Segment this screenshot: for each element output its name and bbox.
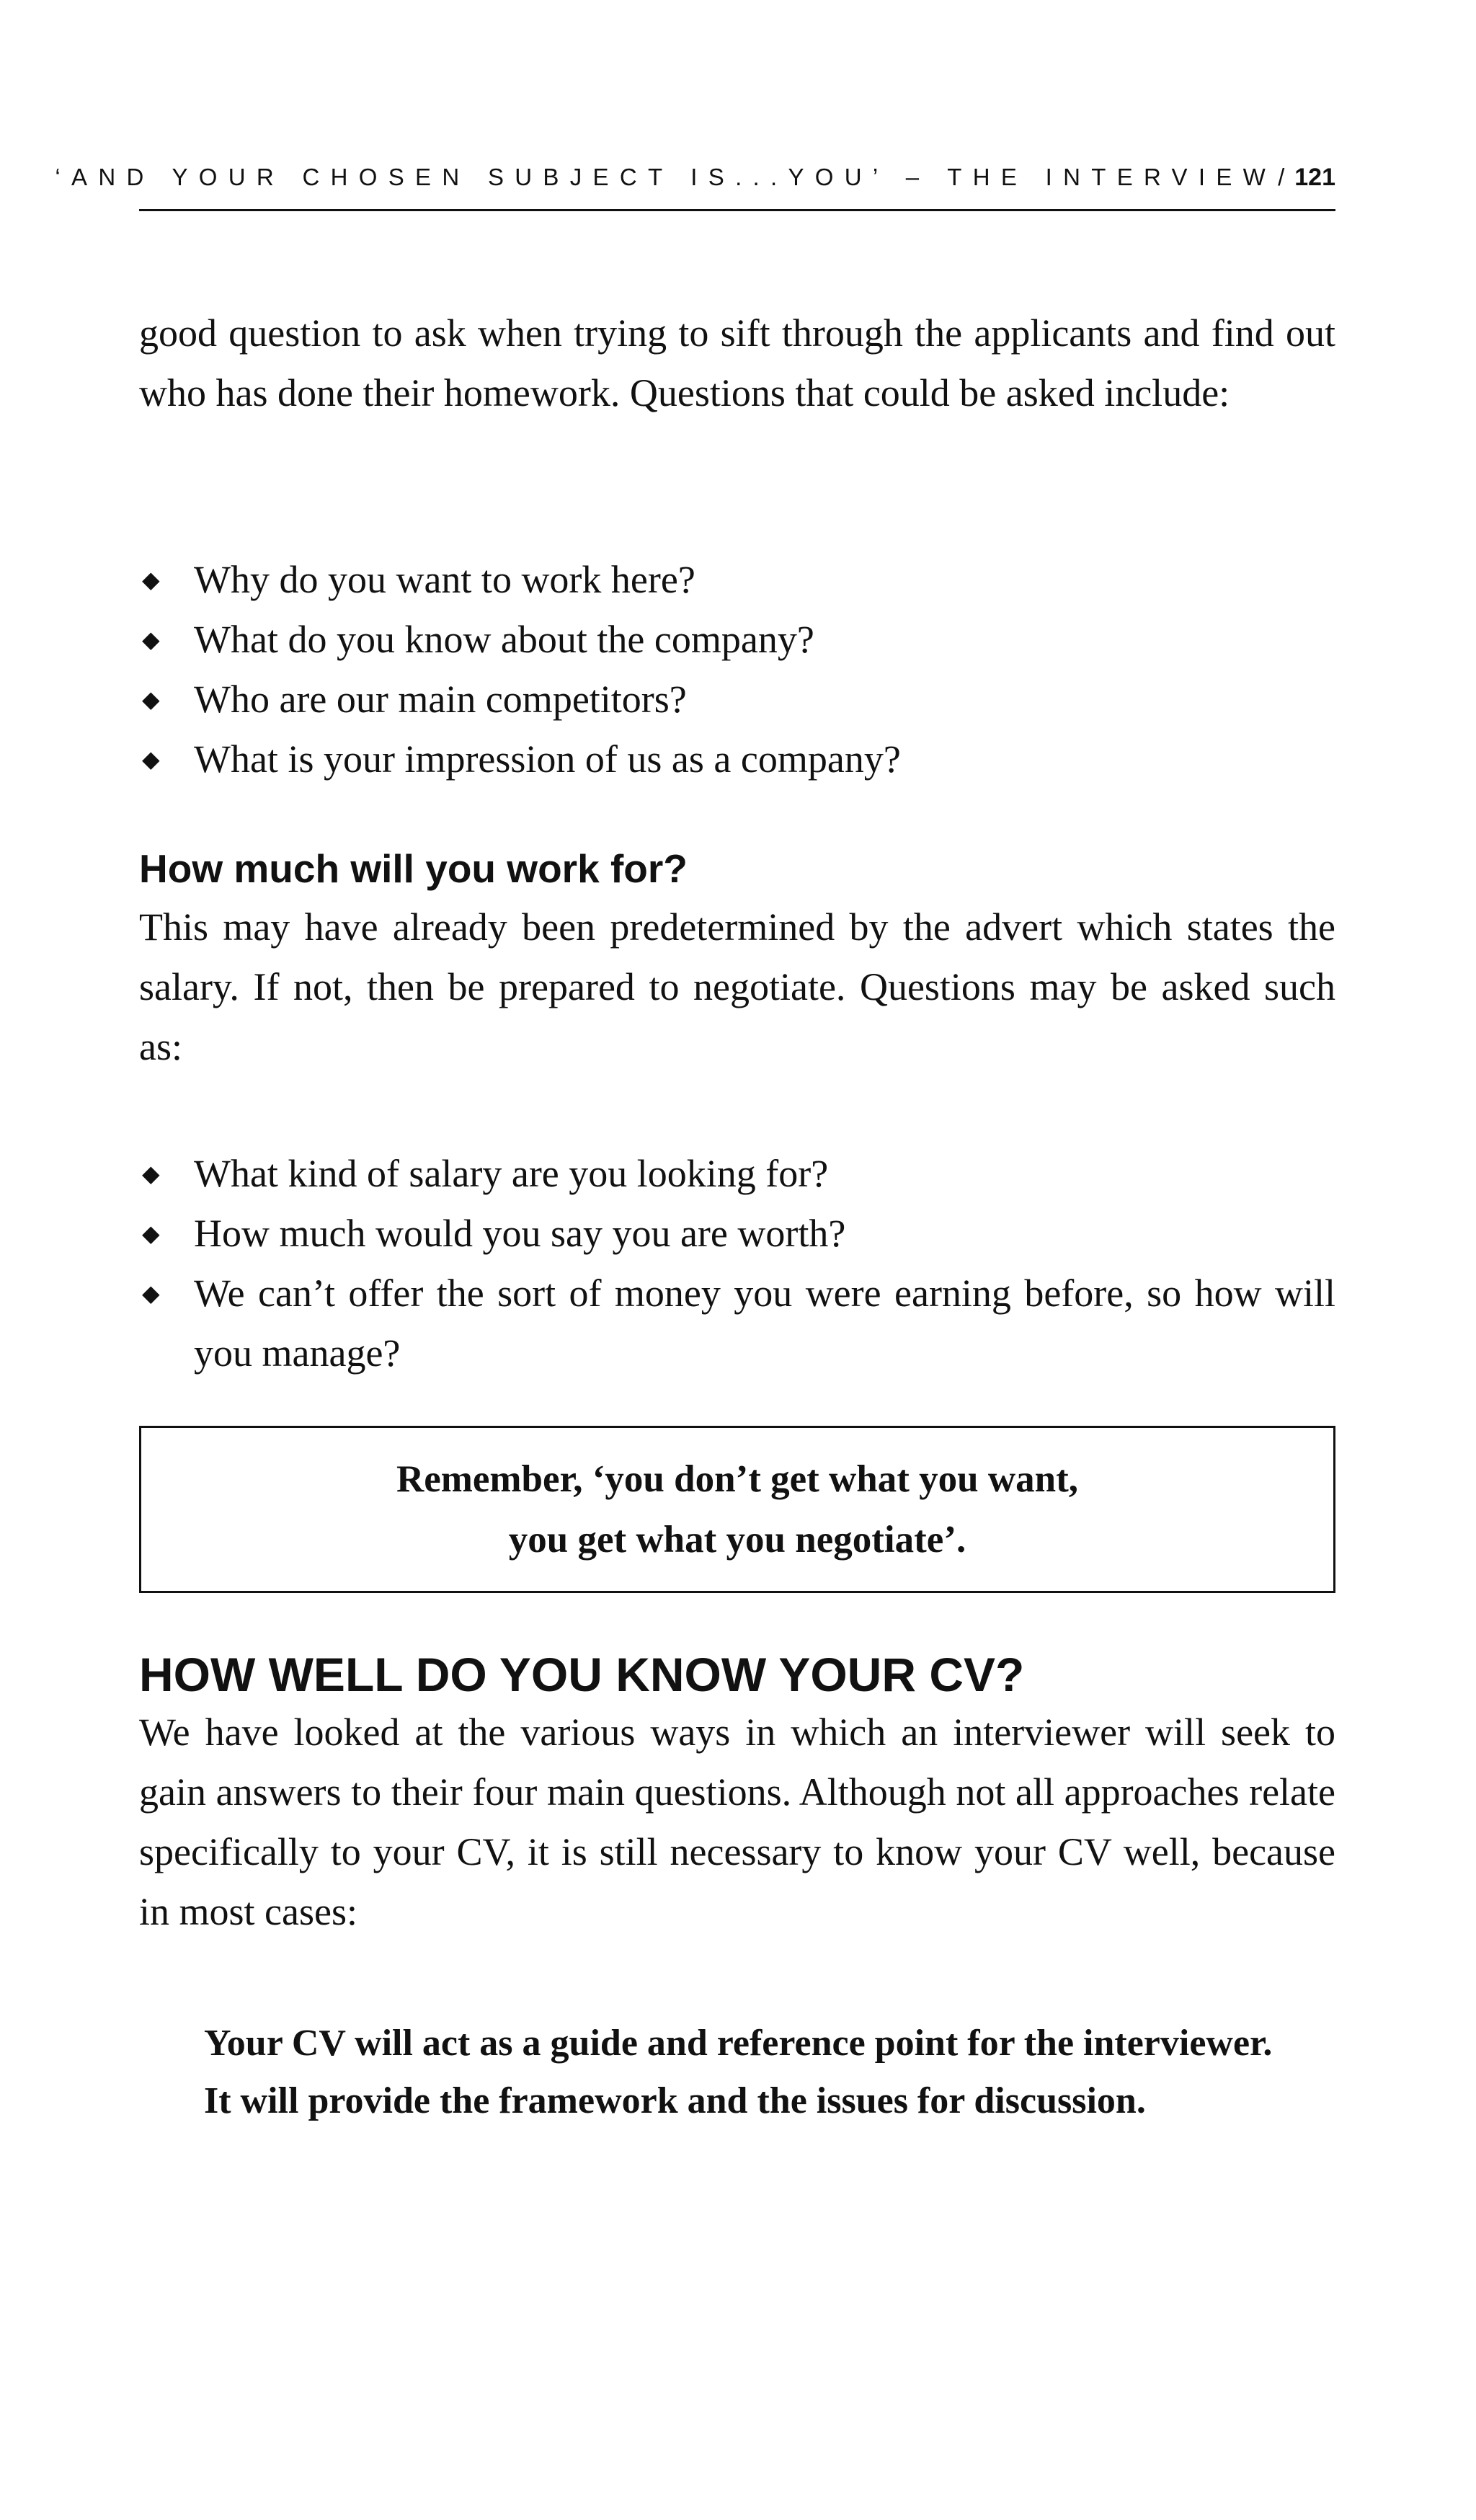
diamond-bullet-icon: ◆: [142, 1160, 160, 1187]
diamond-bullet-icon: ◆: [142, 745, 160, 773]
salary-paragraph: This may have already been predetermined by the advert which states the salary. If not, then be prepared to negotiate. Questions may be asked such as:: [139, 905, 1335, 1068]
diamond-bullet-icon: ◆: [142, 1279, 160, 1307]
list-item: ◆ What kind of salary are you looking for?: [139, 1144, 1335, 1204]
running-title: ‘AND YOUR CHOSEN SUBJECT IS...YOU’ – THE INTERVIEW: [55, 164, 1277, 190]
list-item: ◆ Why do you want to work here?: [139, 550, 1335, 610]
cv-paragraph: We have looked at the various ways in which an interviewer will seek to gain answers to their four main questions. Although not all approaches relate specifically to your CV, it is still necessary to know your CV well, because in most cases:: [139, 1711, 1335, 1933]
cv-emphasis-statement: [204, 2015, 1335, 2130]
list-item: ◆ Who are our main competitors?: [139, 670, 1335, 729]
list-item: ◆ What is your impression of us as a company?: [139, 729, 1335, 789]
list-item: ◆ How much would you say you are worth?: [139, 1204, 1335, 1264]
header-rule: [139, 209, 1335, 211]
callout-line-1: Remember, ‘you don’t get what you want,: [396, 1458, 1079, 1500]
diamond-bullet-icon: ◆: [142, 1220, 160, 1247]
list-item: ◆ What do you know about the company?: [139, 610, 1335, 670]
running-head: [55, 157, 1335, 198]
diamond-bullet-icon: ◆: [142, 566, 160, 593]
cv-section-heading: HOW WELL DO YOU KNOW YOUR CV?: [139, 1648, 1025, 1701]
book-page: [55, 0, 1335, 2520]
emphasis-line-1: Your CV will act as a guide and reference point for the interviewer.: [204, 2023, 1273, 2064]
list-item: ◆ We can’t offer the sort of money you were earning before, so how will you manage?: [139, 1264, 1335, 1383]
company-questions-list: [139, 550, 1335, 789]
diamond-bullet-icon: ◆: [142, 626, 160, 653]
salary-heading: How much will you work for?: [139, 846, 688, 891]
running-head-separator: /: [1278, 164, 1285, 190]
diamond-bullet-icon: ◆: [142, 686, 160, 713]
page-number: 121: [1294, 163, 1335, 191]
emphasis-line-2: It will provide the framework and the issues for discussion.: [204, 2080, 1146, 2121]
intro-paragraph: good question to ask when trying to sift through the applicants and find out who has done their homework. Questions that could be asked include:: [139, 311, 1335, 414]
callout-line-2: you get what you negotiate’.: [508, 1519, 966, 1561]
negotiate-callout-box: [139, 1426, 1335, 1593]
salary-questions-list: [139, 1144, 1335, 1383]
